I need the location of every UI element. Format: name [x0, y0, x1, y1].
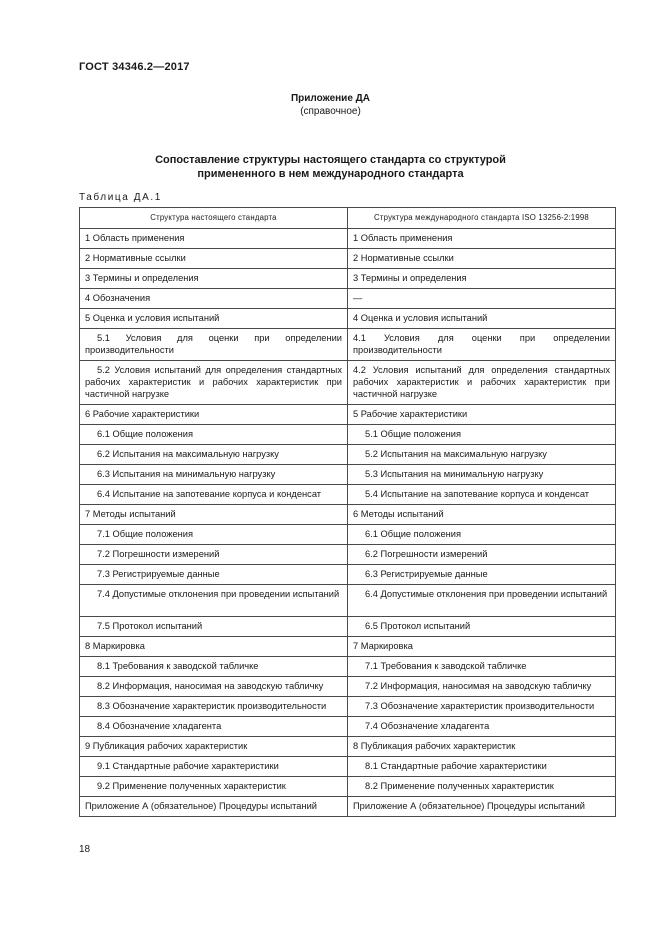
cell-national-section: 1 Область применения — [80, 229, 348, 249]
cell-national-section: 6.2 Испытания на максимальную нагрузку — [80, 445, 348, 465]
table-row — [80, 637, 616, 657]
cell-national-section: 8.4 Обозначение хладагента — [80, 717, 348, 737]
cell-international-section: 3 Термины и определения — [348, 269, 616, 289]
cell-international-section: 4.1 Условия для оценки при определении производительности — [348, 329, 616, 361]
cell-international-section: 5.4 Испытание на запотевание корпуса и конденсат — [348, 485, 616, 505]
cell-national-section: 8.3 Обозначение характеристик производительности — [80, 697, 348, 717]
table-row — [80, 737, 616, 757]
cell-national-section: 6.3 Испытания на минимальную нагрузку — [80, 465, 348, 485]
cell-international-section: 5.2 Испытания на максимальную нагрузку — [348, 445, 616, 465]
cell-national-section: 7.3 Регистрируемые данные — [80, 565, 348, 585]
table-row — [80, 677, 616, 697]
table-row — [80, 229, 616, 249]
table-row — [80, 617, 616, 637]
cell-national-section: 5.1 Условия для оценки при определении производительности — [80, 329, 348, 361]
cell-international-section: 1 Область применения — [348, 229, 616, 249]
table-row — [80, 485, 616, 505]
cell-international-section: 6.5 Протокол испытаний — [348, 617, 616, 637]
table-body — [80, 229, 616, 817]
cell-national-section: Приложение А (обязательное) Процедуры испытаний — [80, 797, 348, 817]
table-row — [80, 505, 616, 525]
cell-national-section: 8.2 Информация, наносимая на заводскую табличку — [80, 677, 348, 697]
cell-national-section: 9.2 Применение полученных характеристик — [80, 777, 348, 797]
cell-national-section: 5 Оценка и условия испытаний — [80, 309, 348, 329]
cell-national-section: 4 Обозначения — [80, 289, 348, 309]
cell-national-section: 7 Методы испытаний — [80, 505, 348, 525]
table-row — [80, 777, 616, 797]
table-row — [80, 249, 616, 269]
table-row — [80, 545, 616, 565]
section-heading-line-1: Сопоставление структуры настоящего стандарта со структурой — [155, 154, 506, 166]
table-label: Таблица ДА.1 — [79, 192, 162, 203]
cell-international-section: — — [348, 289, 616, 309]
table-row — [80, 309, 616, 329]
cell-international-section: 5.3 Испытания на минимальную нагрузку — [348, 465, 616, 485]
table-row — [80, 657, 616, 677]
cell-national-section: 6.4 Испытание на запотевание корпуса и конденсат — [80, 485, 348, 505]
cell-international-section: 4 Оценка и условия испытаний — [348, 309, 616, 329]
table-row — [80, 797, 616, 817]
cell-international-section: 6 Методы испытаний — [348, 505, 616, 525]
cell-international-section: 6.3 Регистрируемые данные — [348, 565, 616, 585]
table-row — [80, 717, 616, 737]
annex-title: Приложение ДА — [290, 93, 371, 104]
cell-national-section: 2 Нормативные ссылки — [80, 249, 348, 269]
table-header-row — [80, 208, 616, 229]
cell-international-section: 4.2 Условия испытаний для определения стандартных рабочих характеристик и рабочих характеристик при частичной нагрузке — [348, 361, 616, 405]
cell-national-section: 8 Маркировка — [80, 637, 348, 657]
cell-international-section: 7.3 Обозначение характеристик производительности — [348, 697, 616, 717]
table-row — [80, 425, 616, 445]
table-row — [80, 465, 616, 485]
cell-international-section: 7.2 Информация, наносимая на заводскую табличку — [348, 677, 616, 697]
cell-international-section: 7 Маркировка — [348, 637, 616, 657]
cell-international-section: 2 Нормативные ссылки — [348, 249, 616, 269]
comparison-table — [79, 207, 616, 817]
cell-national-section: 7.5 Протокол испытаний — [80, 617, 348, 637]
cell-national-section: 6 Рабочие характеристики — [80, 405, 348, 425]
cell-international-section: 8.1 Стандартные рабочие характеристики — [348, 757, 616, 777]
cell-national-section: 7.1 Общие положения — [80, 525, 348, 545]
cell-international-section: 7.4 Обозначение хладагента — [348, 717, 616, 737]
cell-national-section: 7.4 Допустимые отклонения при проведении испытаний — [80, 585, 348, 617]
table-row — [80, 405, 616, 425]
cell-national-section: 9.1 Стандартные рабочие характеристики — [80, 757, 348, 777]
cell-international-section: 8 Публикация рабочих характеристик — [348, 737, 616, 757]
table-row — [80, 445, 616, 465]
cell-international-section: 5.1 Общие положения — [348, 425, 616, 445]
cell-international-section: 5 Рабочие характеристики — [348, 405, 616, 425]
cell-national-section: 7.2 Погрешности измерений — [80, 545, 348, 565]
cell-international-section: Приложение А (обязательное) Процедуры испытаний — [348, 797, 616, 817]
column-header-national: Структура настоящего стандарта — [80, 208, 348, 229]
table-row — [80, 361, 616, 405]
cell-national-section: 3 Термины и определения — [80, 269, 348, 289]
annex-subtitle: (справочное) — [300, 106, 361, 117]
table-row — [80, 289, 616, 309]
cell-national-section: 9 Публикация рабочих характеристик — [80, 737, 348, 757]
section-heading-line-2: примененного в нем международного стандарта — [197, 168, 464, 180]
cell-international-section: 6.1 Общие положения — [348, 525, 616, 545]
cell-international-section: 6.4 Допустимые отклонения при проведении испытаний — [348, 585, 616, 617]
cell-international-section: 6.2 Погрешности измерений — [348, 545, 616, 565]
cell-national-section: 6.1 Общие положения — [80, 425, 348, 445]
table-row — [80, 269, 616, 289]
table-row — [80, 329, 616, 361]
table-row — [80, 757, 616, 777]
cell-international-section: 8.2 Применение полученных характеристик — [348, 777, 616, 797]
table-row — [80, 525, 616, 545]
page-number: 18 — [79, 844, 91, 855]
table-row — [80, 565, 616, 585]
document-id: ГОСТ 34346.2—2017 — [79, 61, 190, 73]
cell-national-section: 5.2 Условия испытаний для определения стандартных рабочих характеристик и рабочих характеристик при частичной нагрузке — [80, 361, 348, 405]
cell-international-section: 7.1 Требования к заводской табличке — [348, 657, 616, 677]
table-row — [80, 697, 616, 717]
column-header-international: Структура международного стандарта ISO 13256-2:1998 — [348, 208, 616, 229]
cell-national-section: 8.1 Требования к заводской табличке — [80, 657, 348, 677]
table-row — [80, 585, 616, 617]
